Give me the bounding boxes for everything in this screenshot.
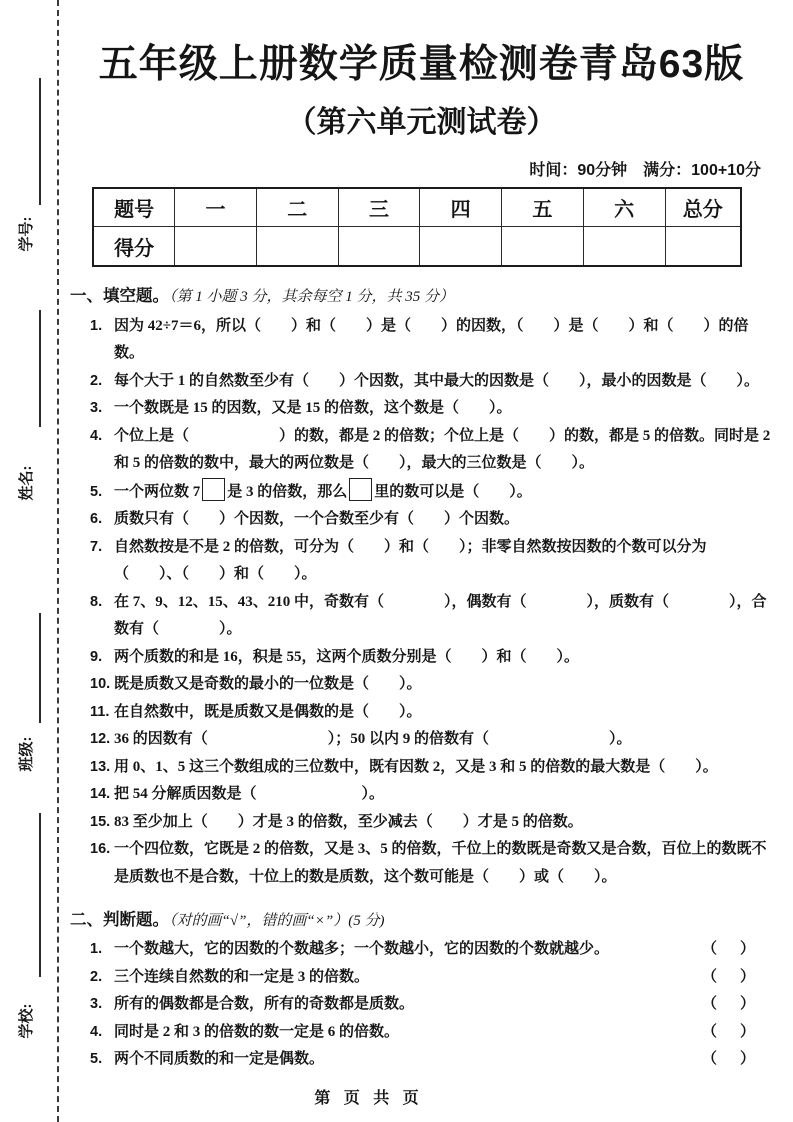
fill-in-question-list [70, 313, 773, 892]
question-number: 8. [90, 593, 103, 610]
question-number: 3. [90, 996, 103, 1013]
dashed-cut-line [57, 0, 59, 1122]
answer-mark: （ ） [701, 1051, 759, 1068]
question-item [90, 644, 773, 672]
question-text: 因为 42÷7＝6，所以（ ）和（ ）是（ ）的因数，（ ）是（ ）和（ ）的倍数。 [114, 317, 749, 362]
question-item [90, 534, 773, 589]
question-number: 3. [90, 400, 103, 417]
judge-item [90, 991, 759, 1019]
question-item [90, 395, 773, 423]
question-number: 11. [90, 703, 110, 720]
question-item [90, 478, 773, 507]
score-table-header-cell: 三 [338, 188, 420, 227]
score-cell [175, 227, 257, 266]
question-text: 三个连续自然数的和一定是 3 的倍数。 [114, 968, 370, 985]
question-number: 7. [90, 538, 103, 555]
question-number: 5. [90, 483, 103, 500]
question-item [90, 423, 773, 478]
question-text: 83 至少加上（ ）才是 3 的倍数，至少减去（ ）才是 5 的倍数。 [114, 813, 583, 830]
question-text: 在自然数中，既是质数又是偶数的是（ ）。 [114, 703, 422, 720]
score-cell [420, 227, 502, 266]
section1-note: （第 1 小题 3 分，其余每空 1 分，共 35 分） [169, 288, 455, 305]
blank-box [349, 478, 372, 501]
question-text: 把 54 分解质因数是（ ）。 [114, 786, 385, 803]
question-item [90, 781, 773, 809]
score-table-header-cell: 四 [420, 188, 502, 227]
page-footer: 第 页 共 页 [314, 1090, 419, 1107]
score-table-header-cell: 题号 [93, 188, 175, 227]
question-text: 质数只有（ ）个因数，一个合数至少有（ ）个因数。 [114, 511, 520, 528]
score-cell [502, 227, 584, 266]
question-number: 1. [90, 317, 103, 334]
margin-label: 学号: [19, 216, 35, 252]
score-table-header-cell: 一 [175, 188, 257, 227]
question-number: 14. [90, 786, 111, 803]
score-table-header-row [93, 188, 741, 227]
score-table [92, 187, 742, 267]
score-table-header-cell: 二 [256, 188, 338, 227]
judge-item [90, 1046, 759, 1074]
class-blank-line [39, 613, 41, 723]
question-number: 2. [90, 372, 103, 389]
score-row-label: 得分 [93, 227, 175, 266]
question-item [90, 506, 773, 534]
question-item [90, 754, 773, 782]
section2-heading [70, 908, 773, 933]
question-item [90, 836, 773, 891]
answer-mark: （ ） [701, 968, 759, 985]
score-table-header-cell: 五 [502, 188, 584, 227]
question-item [90, 726, 773, 754]
section1-heading [70, 284, 773, 309]
question-number: 4. [90, 1023, 103, 1040]
question-text: 一个四位数，它既是 2 的倍数，又是 3、5 的倍数，千位上的数既是奇数又是合数，百位上的数既不是质数也不是合数，十位上的数是质数，这个数可能是（ ）或（ ）。 [114, 841, 767, 885]
question-number: 10. [90, 676, 111, 693]
question-text: 自然数按是不是 2 的倍数，可分为（ ）和（ ）；非零自然数按因数的个数可以分为（ ）、（ ）和（ ）。 [114, 538, 707, 583]
question-item [90, 671, 773, 699]
score-table-score-row [93, 227, 741, 266]
question-text: 一个数越大，它的因数的个数越多；一个数越小，它的因数的个数就越少。 [114, 941, 610, 958]
main-column [70, 0, 773, 1074]
judge-item [90, 936, 759, 964]
question-item [90, 699, 773, 727]
score-cell [583, 227, 665, 266]
margin-label: 学校: [19, 1003, 35, 1039]
student-name-blank-line [39, 310, 41, 427]
question-text: 个位上是（ ）的数，都是 2 的倍数；个位上是（ ）的数，都是 5 的倍数。同时是 2 和 5 的倍数的数中，最大的两位数是（ ），最大的三位数是（ ）。 [114, 427, 771, 472]
question-text: 在 7、9、12、15、43、210 中，奇数有（ ），偶数有（ ），质数有（ ），合数有（ ）。 [114, 593, 767, 638]
page-title: 五年级上册数学质量检测卷青岛63版 [98, 43, 745, 86]
question-item [90, 589, 773, 644]
question-item [90, 368, 773, 396]
question-text: 一个数既是 15 的因数，又是 15 的倍数，这个数是（ ）。 [114, 400, 512, 417]
time-score-meta: 时间：90分钟 满分：100+10分 [529, 161, 761, 179]
question-text: 两个不同质数的和一定是偶数。 [114, 1051, 325, 1068]
question-text: 用 0、1、5 这三个数组成的三位数中，既有因数 2，又是 3 和 5 的倍数的最大数是（ ）。 [114, 758, 718, 775]
question-text: 36 的因数有（ ）；50 以内 9 的倍数有（ ）。 [114, 731, 632, 748]
question-number: 16. [90, 841, 111, 858]
judge-item [90, 964, 759, 992]
margin-label: 班级: [19, 736, 35, 772]
question-number: 6. [90, 511, 103, 528]
question-number: 5. [90, 1051, 103, 1068]
answer-mark: （ ） [701, 941, 759, 958]
score-table-header-cell: 总分 [665, 188, 741, 227]
question-item [90, 313, 773, 368]
section2-title: 二、判断题。 [70, 911, 169, 930]
section1-title: 一、填空题。 [70, 286, 169, 305]
question-number: 15. [90, 813, 111, 830]
question-number: 4. [90, 427, 103, 444]
question-text: 所有的偶数都是合数，所有的奇数都是质数。 [114, 996, 415, 1013]
margin-label: 姓名: [19, 465, 35, 501]
score-cell [256, 227, 338, 266]
question-number: 12. [90, 731, 111, 748]
school-blank-line [39, 813, 41, 977]
answer-mark: （ ） [701, 996, 759, 1013]
answer-mark: （ ） [701, 1023, 759, 1040]
score-table-header-cell: 六 [583, 188, 665, 227]
question-text: 一个两位数 7 是 3 的倍数，那么 里的数可以是（ ）。 [114, 484, 532, 500]
student-id-blank-line [39, 78, 41, 205]
question-text: 两个质数的和是 16，积是 55，这两个质数分别是（ ）和（ ）。 [114, 648, 580, 665]
question-number: 13. [90, 758, 111, 775]
question-text: 既是质数又是奇数的最小的一位数是（ ）。 [114, 676, 422, 693]
judge-question-list [70, 936, 773, 1074]
question-number: 9. [90, 648, 103, 665]
score-cell [338, 227, 420, 266]
blank-box [202, 478, 225, 501]
judge-item [90, 1019, 759, 1047]
question-text: 每个大于 1 的自然数至少有（ ）个因数，其中最大的因数是（ ），最小的因数是（ ）。 [114, 372, 760, 389]
section2-note: （对的画“√”，错的画“×”）(5 分) [169, 913, 385, 930]
page-subtitle: （第六单元测试卷） [286, 105, 557, 139]
question-item [90, 809, 773, 837]
question-number: 2. [90, 968, 103, 985]
question-number: 1. [90, 941, 103, 958]
question-text: 同时是 2 和 3 的倍数的数一定是 6 的倍数。 [114, 1023, 400, 1040]
score-cell [665, 227, 741, 266]
